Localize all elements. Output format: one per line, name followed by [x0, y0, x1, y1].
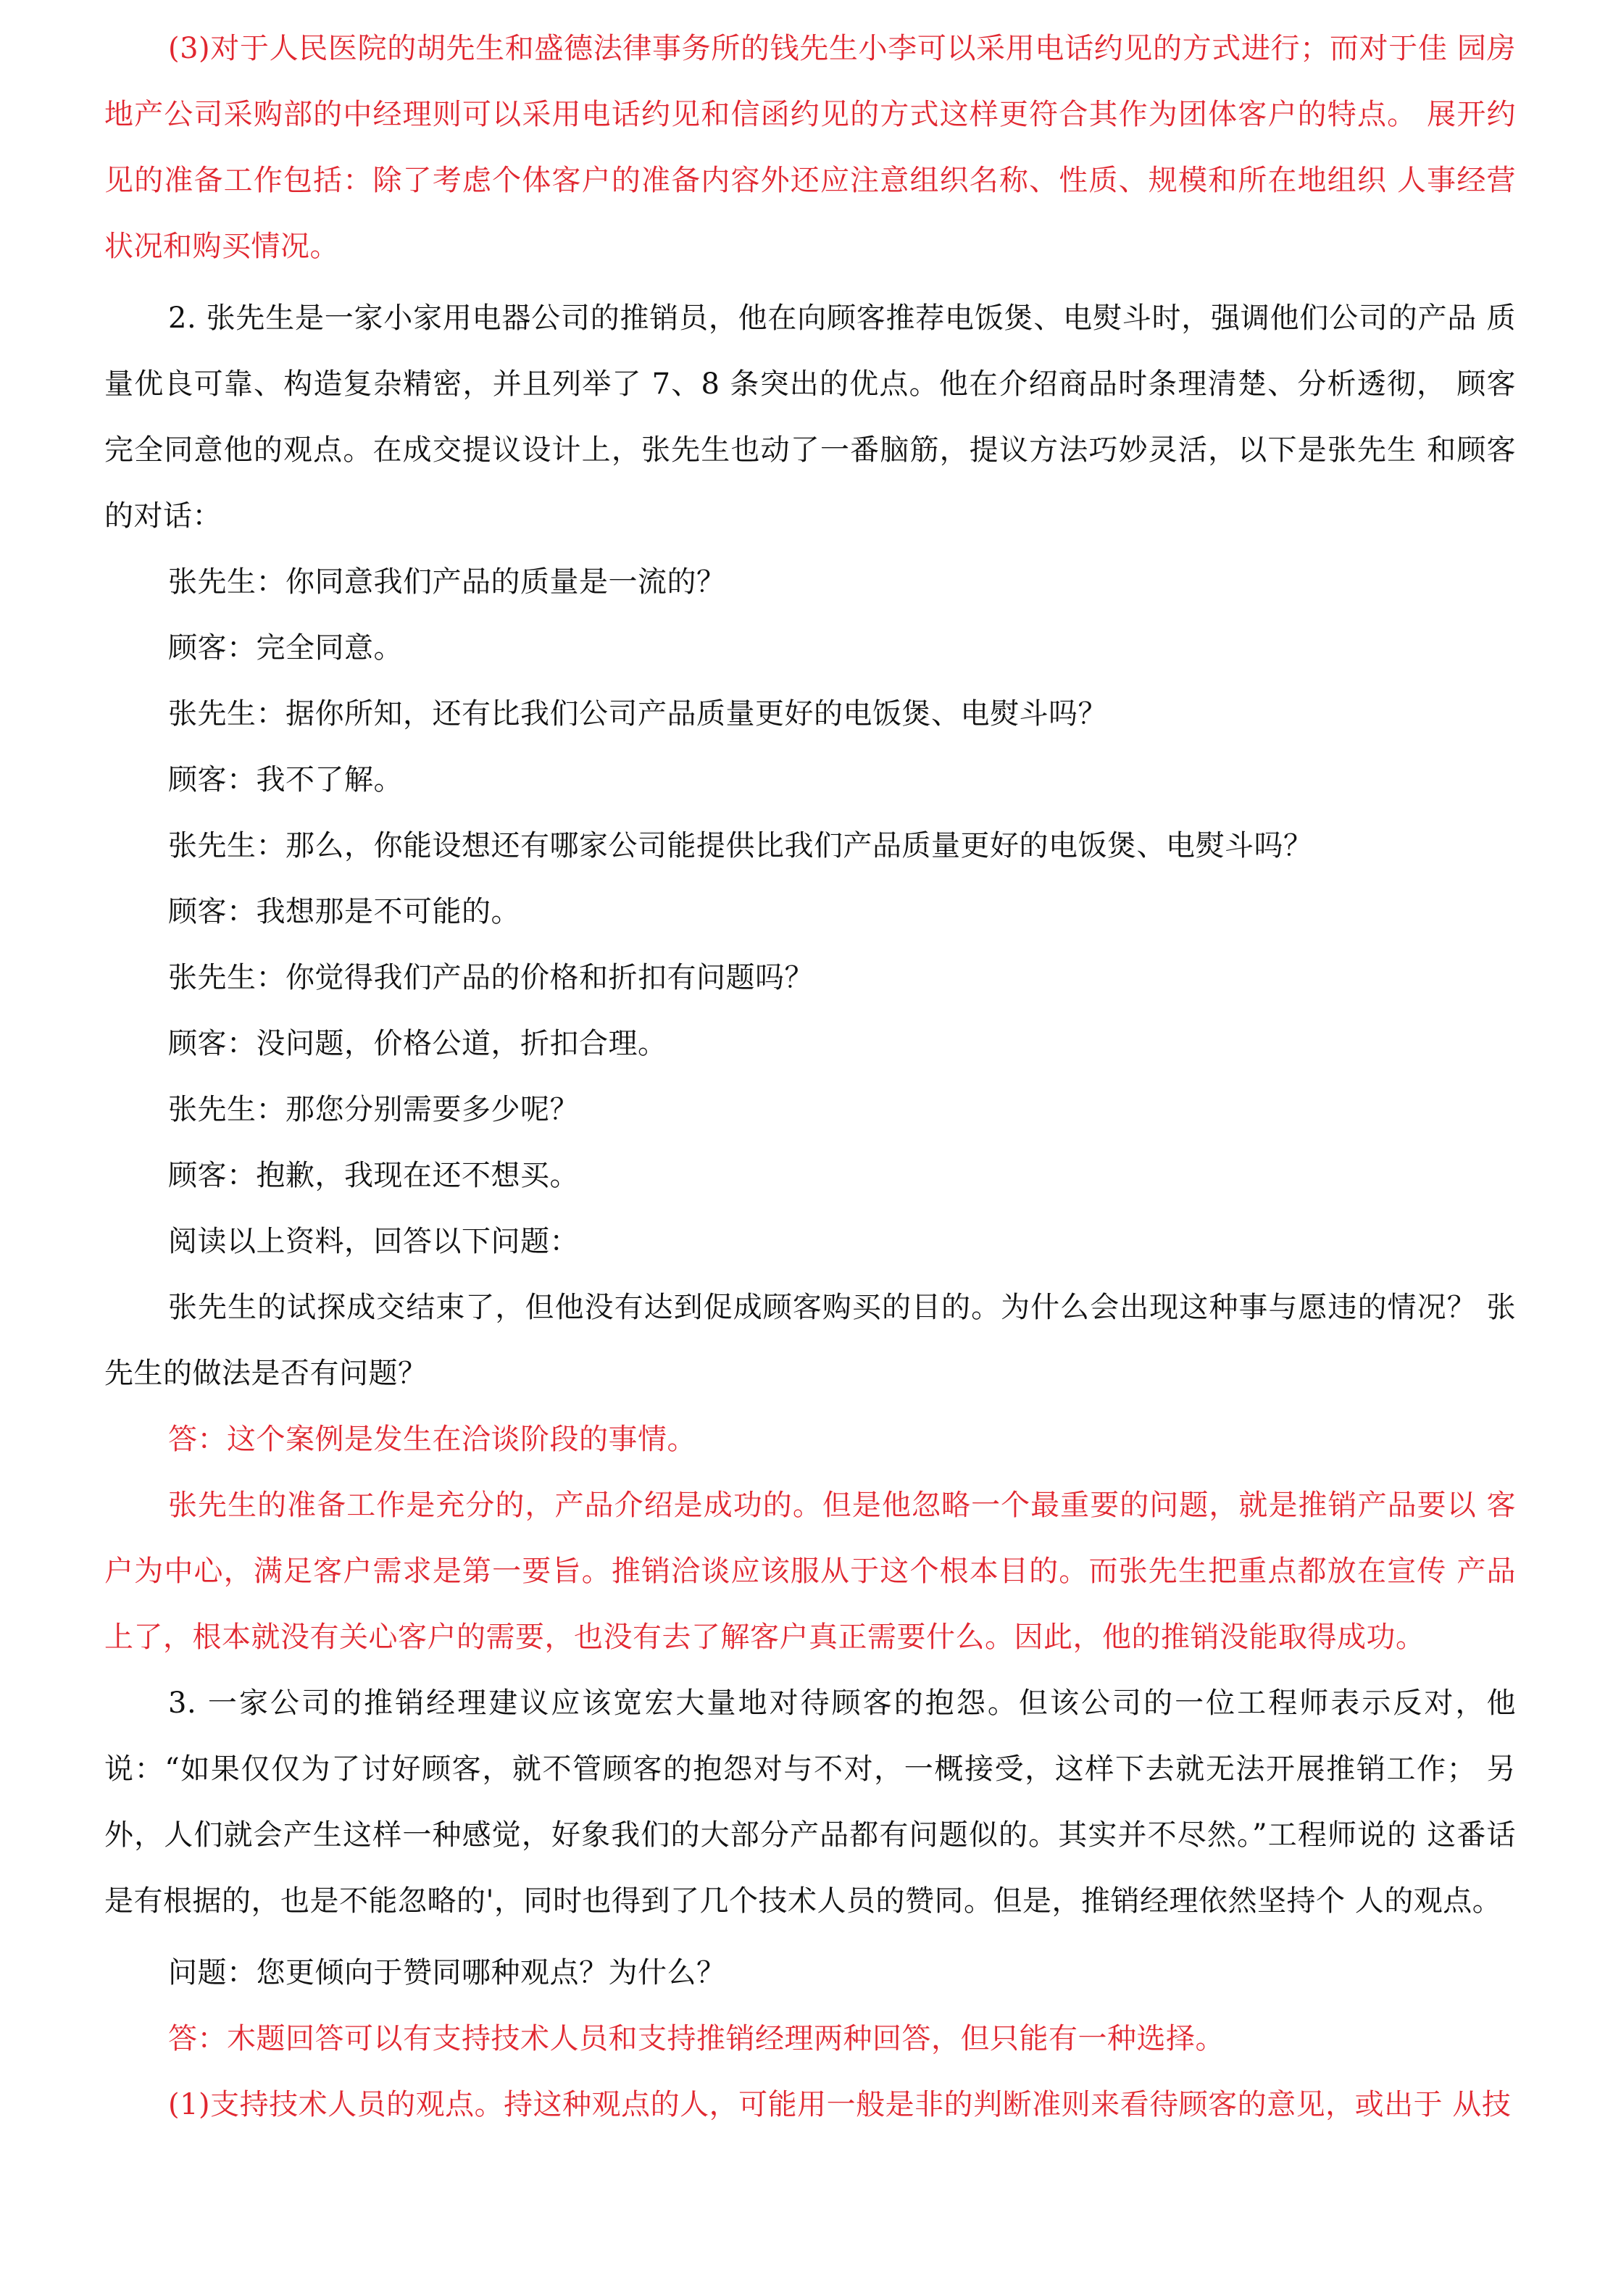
dialog-line: 张先生：那么，你能设想还有哪家公司能提供比我们产品质量更好的电饭煲、电熨斗吗？ — [168, 829, 1313, 862]
answer-paragraph-3: (3)对于人民医院的胡先生和盛德法律事务所的钱先生小李可以采用电话约见的方式进行；而对于佳 园房地产公司采购部的中经理则可以采用电话约见和信函约见的方式这样更符合其作为团体客户的特点。 展开约见的准备工作包括：除了考虑个体客户的准备内容外还应注意组织名称、性质、规模和所在地组织 人事经营状况和购买情况。 — [104, 32, 1516, 263]
dialog-line: 顾客：我想那是不可能的。 — [168, 895, 520, 928]
document-page — [104, 16, 1516, 2138]
answer-2-body: 张先生的准备工作是充分的，产品介绍是成功的。但是他忽略一个最重要的问题，就是推销产品要以 客户为中心，满足客户需求是第一要旨。推销洽谈应该服从于这个根本目的。而张先生把重点都放在宣传 产品上了，根本就没有关心客户的需要，也没有去了解客户真正需要什么。因此，他的推销没能取得成功。 — [104, 1489, 1516, 1654]
answer-3-intro: 答：木题回答可以有支持技术人员和支持推销经理两种回答，但只能有一种选择。 — [168, 2022, 1225, 2055]
dialog-line: 张先生：据你所知，还有比我们公司产品质量更好的电饭煲、电熨斗吗？ — [168, 697, 1107, 731]
reading-prompt: 阅读以上资料，回答以下问题： — [168, 1225, 579, 1258]
answer-2-intro: 答：这个案例是发生在洽谈阶段的事情。 — [168, 1423, 696, 1456]
question-2-text: 2. 张先生是一家小家用电器公司的推销员，他在向顾客推荐电饭煲、电熨斗时，强调他们公司的产品 质量优良可靠、构造复杂精密，并且列举了 7、8 条突出的优点。他在介绍商品时条理清楚、分析透彻， 顾客完全同意他的观点。在成交提议设计上，张先生也动了一番脑筋，提议方法巧妙灵活，以下是张先生 和顾客的对话： — [104, 301, 1516, 533]
dialog-line: 顾客：没问题，价格公道，折扣合理。 — [168, 1027, 667, 1060]
dialog-line: 张先生：那您分别需要多少呢？ — [168, 1093, 579, 1126]
question-3-prompt: 问题：您更倾向于赞同哪种观点？为什么？ — [168, 1956, 726, 1989]
question-3-text: 3. 一家公司的推销经理建议应该宽宏大量地对待顾客的抱怨。但该公司的一位工程师表示反对，他 说：“如果仅仅为了讨好顾客，就不管顾客的抱怨对与不对，一概接受，这样下去就无法开展推销工作； 另外，人们就会产生这样一种感觉，好象我们的大部分产品都有问题似的。其实并不尽然。”工程师说的 这番话是有根据的，也是不能忽略的'，同时也得到了几个技术人员的赞同。但是，推销经理依然坚持个 人的观点。 — [104, 1686, 1516, 1918]
dialog-line: 顾客：抱歉，我现在还不想买。 — [168, 1159, 579, 1192]
dialog-line: 张先生：你觉得我们产品的价格和折扣有问题吗？ — [168, 961, 814, 994]
dialog-line: 张先生：你同意我们产品的质量是一流的？ — [168, 565, 726, 599]
dialog-line: 顾客：我不了解。 — [168, 763, 403, 796]
dialog-line: 顾客：完全同意。 — [168, 631, 403, 665]
question-2-prompt: 张先生的试探成交结束了，但他没有达到促成顾客购买的目的。为什么会出现这种事与愿违的情况？ 张先生的做法是否有问题？ — [104, 1291, 1516, 1390]
answer-3-point-1: (1)支持技术人员的观点。持这种观点的人，可能用一般是非的判断准则来看待顾客的意见，或出于 从技 — [168, 2088, 1512, 2121]
